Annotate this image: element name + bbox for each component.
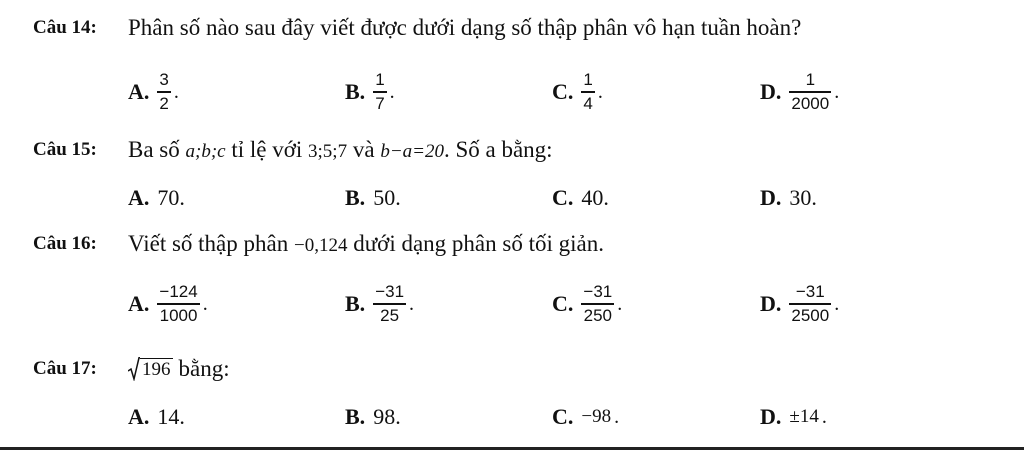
question-text xyxy=(128,137,553,163)
numerator: 3 xyxy=(159,70,169,90)
denominator: 250 xyxy=(583,305,612,325)
option-value: 98. xyxy=(373,404,401,429)
fraction xyxy=(373,69,386,114)
math-equation: b−a=20 xyxy=(380,141,444,162)
option-letter: B. xyxy=(345,185,366,210)
option-d[interactable] xyxy=(760,389,827,445)
period: . xyxy=(821,405,827,428)
fraction xyxy=(789,69,831,114)
numerator: −31 xyxy=(795,282,825,302)
option-d[interactable] xyxy=(760,64,839,120)
denominator: 2000 xyxy=(791,93,830,113)
option-value: −98 xyxy=(581,406,612,427)
question-text: Phân số nào sau đây viết được dưới dạng số thập phân vô hạn tuần hoàn? xyxy=(128,15,802,40)
question-text xyxy=(128,356,230,382)
option-letter: D. xyxy=(760,404,782,429)
option-letter: A. xyxy=(128,185,150,210)
numerator: 1 xyxy=(805,70,816,90)
denominator: 2500 xyxy=(791,305,830,325)
period: . xyxy=(389,80,395,103)
option-letter: C. xyxy=(552,185,574,210)
options-16 xyxy=(0,276,1024,332)
numerator: 1 xyxy=(375,70,385,90)
numerator: −31 xyxy=(375,282,405,302)
fraction xyxy=(373,281,406,326)
denominator: 1000 xyxy=(159,305,198,325)
option-letter: D. xyxy=(760,185,782,210)
question-text xyxy=(128,231,604,257)
option-letter: D. xyxy=(760,291,782,316)
option-value: 50. xyxy=(373,185,401,210)
square-root xyxy=(128,357,173,381)
option-letter: A. xyxy=(128,79,150,104)
option-a[interactable] xyxy=(128,389,185,445)
fraction xyxy=(581,69,594,114)
option-c[interactable] xyxy=(552,389,619,445)
option-a[interactable] xyxy=(128,276,208,332)
period: . xyxy=(202,292,208,315)
option-value: 14. xyxy=(157,404,185,429)
text-part: Viết số thập phân xyxy=(128,231,294,256)
question-number: Câu 17: xyxy=(33,358,97,379)
text-part: tỉ lệ với xyxy=(225,137,309,162)
option-c[interactable] xyxy=(552,64,603,120)
math-ratio: 3;5;7 xyxy=(308,141,348,162)
denominator: 25 xyxy=(380,305,400,325)
option-letter: B. xyxy=(345,404,366,429)
question-stem xyxy=(33,0,801,56)
period: . xyxy=(834,80,840,103)
period: . xyxy=(614,405,620,428)
text-part: bằng: xyxy=(178,356,230,381)
numerator: −31 xyxy=(583,282,613,302)
period: . xyxy=(834,292,840,315)
option-d[interactable] xyxy=(760,276,839,332)
math-decimal: −0,124 xyxy=(293,235,348,256)
question-number: Câu 14: xyxy=(33,17,97,38)
numerator: −124 xyxy=(159,282,198,302)
option-b[interactable] xyxy=(345,64,395,120)
option-letter: D. xyxy=(760,79,782,104)
option-letter: C. xyxy=(552,79,574,104)
option-value: ±14 xyxy=(789,406,819,427)
period: . xyxy=(597,80,603,103)
option-letter: C. xyxy=(552,291,574,316)
text-part: và xyxy=(347,137,381,162)
option-letter: B. xyxy=(345,291,366,316)
option-value: 40. xyxy=(581,185,609,210)
option-c[interactable] xyxy=(552,276,622,332)
options-17 xyxy=(0,389,1024,445)
option-b[interactable] xyxy=(345,276,414,332)
radical-sign-icon xyxy=(128,357,140,381)
denominator: 7 xyxy=(375,93,385,113)
period: . xyxy=(617,292,623,315)
option-letter: B. xyxy=(345,79,366,104)
option-value: 70. xyxy=(157,185,185,210)
question-number: Câu 16: xyxy=(33,233,97,254)
option-letter: A. xyxy=(128,404,150,429)
period: . xyxy=(409,292,415,315)
fraction xyxy=(157,281,199,326)
question-14 xyxy=(0,0,1024,56)
fraction xyxy=(789,281,831,326)
question-16 xyxy=(0,216,1024,272)
radicand: 196 xyxy=(142,359,171,380)
text-part: . Số a bằng: xyxy=(443,137,553,162)
option-letter: A. xyxy=(128,291,150,316)
fraction xyxy=(581,281,614,326)
question-stem xyxy=(33,216,604,272)
text-part: dưới dạng phân số tối giản. xyxy=(347,231,604,256)
question-number: Câu 15: xyxy=(33,139,97,160)
denominator: 2 xyxy=(159,93,169,113)
period: . xyxy=(173,80,179,103)
option-b[interactable] xyxy=(345,389,401,445)
denominator: 4 xyxy=(583,93,593,113)
math-variables: a;b;c xyxy=(185,141,226,162)
option-a[interactable] xyxy=(128,64,179,120)
option-letter: C. xyxy=(552,404,574,429)
fraction xyxy=(157,69,170,114)
options-14 xyxy=(0,64,1024,120)
numerator: 1 xyxy=(583,70,593,90)
option-value: 30. xyxy=(789,185,817,210)
text-part: Ba số xyxy=(128,137,186,162)
